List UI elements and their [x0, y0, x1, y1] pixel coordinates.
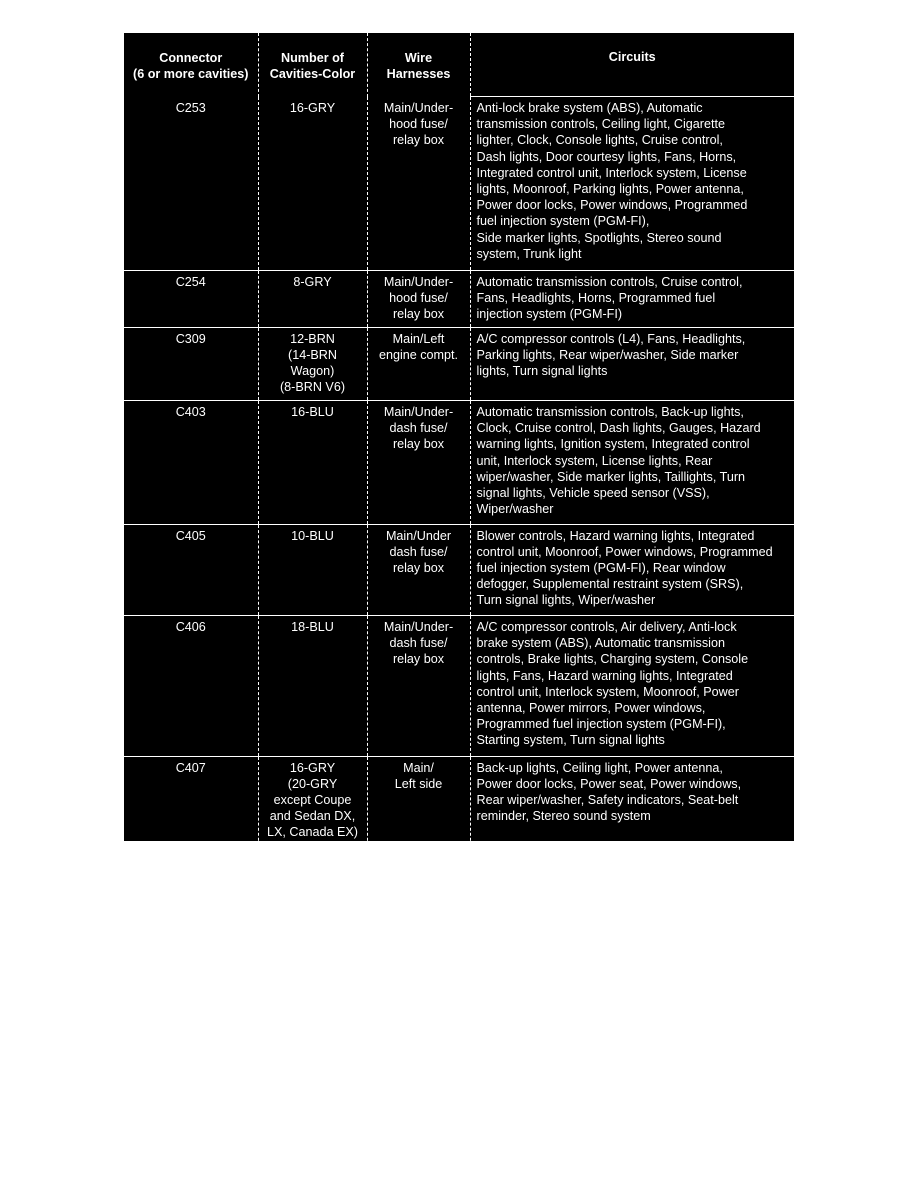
cavities-cell: 16-GRY: [258, 97, 367, 271]
table-row: [124, 616, 794, 756]
harnesses-cell: Main/Left engine compt.: [367, 328, 470, 401]
connector-cell: C407: [175, 760, 206, 775]
table-row: [124, 97, 794, 271]
header-cavities: Number of Cavities-Color: [258, 33, 367, 97]
connector-cell: C309: [175, 331, 206, 346]
circuits-cell: Back-up lights, Ceiling light, Power antenna, Power door locks, Power seat, Power windows, Rear wiper/washer, Safety indicators, Seat-belt reminder, Stereo sound system: [470, 757, 794, 861]
harnesses-cell: Main/Under dash fuse/ relay box: [367, 525, 470, 616]
connector-cell: C406: [175, 620, 206, 634]
harnesses-cell: Main/Under- hood fuse/ relay box: [367, 97, 470, 271]
connector-table: [124, 33, 794, 861]
header-connector: Connector (6 or more cavities): [133, 50, 249, 81]
connector-cell: C403: [175, 405, 206, 419]
connector-cell: C254: [175, 275, 206, 289]
table-row: [124, 401, 794, 524]
cavities-cell: 12-BRN (14-BRN Wagon) (8-BRN V6): [258, 328, 367, 401]
circuits-cell: A/C compressor controls (L4), Fans, Headlights, Parking lights, Rear wiper/washer, Side marker lights, Turn signal lights: [470, 328, 794, 401]
circuits-cell: Automatic transmission controls, Back-up lights, Clock, Cruise control, Dash lights, Gauges, Hazard warning lights, Ignition system, Integrated control unit, Interlock system, License lights, Rear wiper/washer, Side marker lights, Taillights, Turn signal lights, Vehicle speed sensor (VSS), Wiper/washer: [470, 401, 794, 524]
circuits-cell: A/C compressor controls, Air delivery, Anti-lock brake system (ABS), Automatic transmission controls, Brake lights, Charging system, Console lights, Fans, Hazard warning lights, Integrated control unit, Interlock system, Moonroof, Power antenna, Power mirrors, Power windows, Programmed fuel injection system (PGM-FI), Starting system, Turn signal lights: [470, 616, 794, 756]
connector-cell: C405: [175, 528, 206, 543]
cavities-cell: 10-BLU: [258, 525, 367, 616]
circuits-cell: Blower controls, Hazard warning lights, Integrated control unit, Moonroof, Power windows, Programmed fuel injection system (PGM-FI), Rear window defogger, Supplemental restraint system (SRS), Turn signal lights, Wiper/washer: [470, 525, 794, 616]
cavities-cell: 16-GRY (20-GRY except Coupe and Sedan DX, LX, Canada EX): [258, 757, 367, 861]
cavities-cell: 18-BLU: [258, 616, 367, 756]
table-row: [124, 525, 794, 616]
circuits-cell: Anti-lock brake system (ABS), Automatic transmission controls, Ceiling light, Cigarette lighter, Clock, Console lights, Cruise control, Dash lights, Door courtesy lights, Fans, Horns, Integrated control unit, Interlock system, License lights, Moonroof, Parking lights, Power antenna, Power door locks, Power windows, Programmed fuel injection system (PGM-FI), Side marker lights, Spotlights, Stereo sound system, Trunk light: [470, 97, 794, 271]
harnesses-cell: Main/ Left side: [367, 757, 470, 861]
header-harnesses: Wire Harnesses: [367, 33, 470, 97]
cavities-cell: 16-BLU: [258, 401, 367, 524]
table-body: [124, 97, 794, 861]
connector-cell: C253: [175, 100, 206, 115]
table-row: [124, 328, 794, 401]
table-row: [124, 757, 794, 861]
header-row: [124, 33, 794, 97]
header-circuits: Circuits: [470, 33, 794, 97]
harnesses-cell: Main/Under- dash fuse/ relay box: [367, 616, 470, 756]
connector-table-panel: [124, 33, 794, 841]
harnesses-cell: Main/Under- hood fuse/ relay box: [367, 271, 470, 327]
circuits-cell: Automatic transmission controls, Cruise control, Fans, Headlights, Horns, Programmed fuel injection system (PGM-FI): [470, 271, 794, 327]
harnesses-cell: Main/Under- dash fuse/ relay box: [367, 401, 470, 524]
cavities-cell: 8-GRY: [258, 271, 367, 327]
table-row: [124, 271, 794, 327]
